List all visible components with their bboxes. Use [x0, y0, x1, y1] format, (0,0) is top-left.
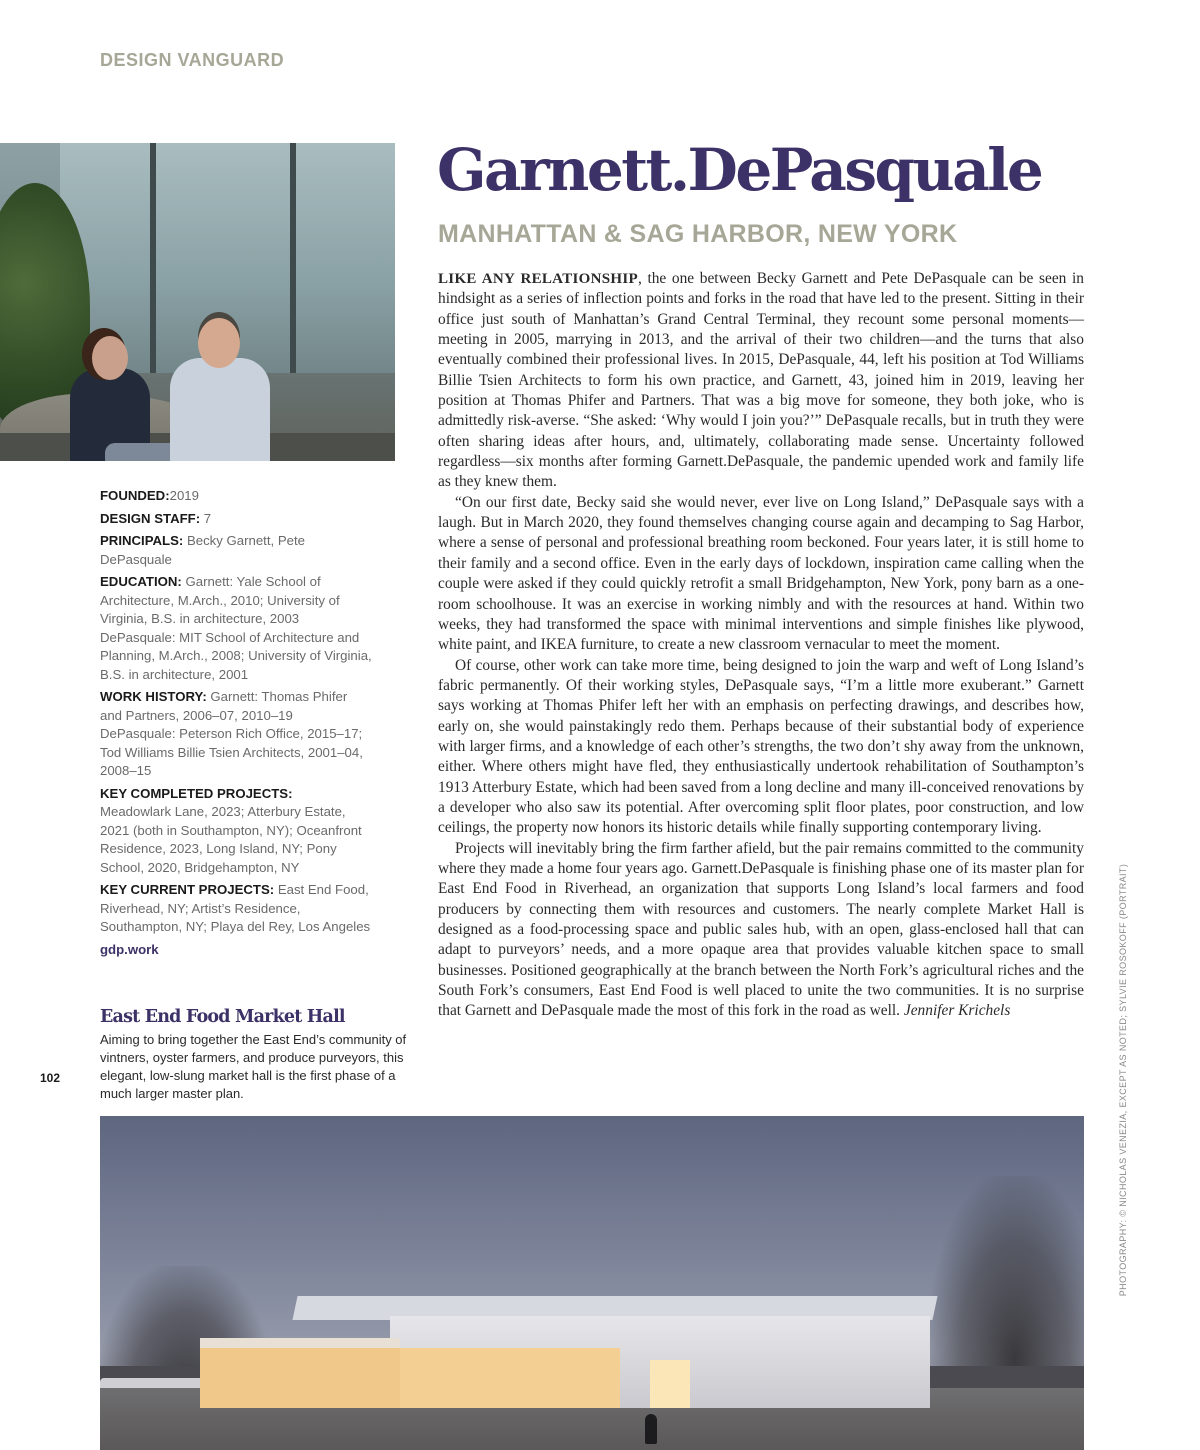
glass-facade — [400, 1348, 620, 1408]
fact-label: WORK HISTORY: — [100, 689, 207, 704]
man-figure — [170, 358, 270, 461]
fact-value: Garnett: Yale School of Architecture, M.Arch., 2010; University of Virginia, B.S. in architecture, 2003 DePasquale: MIT School of Architecture and Planning, M.Arch., 2008; University of Virginia, B.S. in architecture, 2001 — [100, 574, 372, 682]
article-body — [438, 269, 1084, 1022]
man-head — [198, 318, 240, 368]
article-lead-in: LIKE ANY RELATIONSHIP — [438, 271, 638, 287]
fact-label: EDUCATION: — [100, 574, 182, 589]
fact-value: 2019 — [169, 488, 199, 503]
fact-education — [100, 573, 372, 684]
page-number: 102 — [40, 1071, 61, 1085]
section-label: DESIGN VANGUARD — [100, 50, 285, 70]
article-paragraph: “On our first date, Becky said she would never, ever live on Long Island,” DePasquale says with a laugh. But in March 2020, they found themselves changing course again and decamping to Sag Harbor, where a sense of personal and professional breathing room beckoned. Four years later, it is still home to their family and a second office. Even in the early days of lockdown, inspiration came calling when the couple were asked if they could quickly retrofit a small Bridgehampton, New York, pony barn as a one-room schoolhouse. It was an exercise in working nimbly and with the resources at hand. Within two weeks, they had transformed the space with minimal interventions and simple finishes like plywood, white paint, and IKEA furniture, to create a new classroom vernacular to meet the moment. — [438, 493, 1084, 654]
caption-title: East End Food Market Hall — [100, 1007, 345, 1027]
woman-head — [92, 336, 128, 380]
market-hall-photo — [100, 1116, 1084, 1450]
fact-principals — [100, 532, 372, 569]
fact-current-projects — [100, 881, 372, 937]
lit-doorway — [650, 1360, 690, 1408]
fact-work-history — [100, 688, 372, 781]
firm-title: Garnett.DePasquale — [437, 136, 1042, 204]
window-mullion — [290, 143, 296, 373]
firm-website-link[interactable]: gdp.work — [100, 941, 159, 957]
fact-value: Garnett: Thomas Phifer and Partners, 2006–07, 2010–19 DePasquale: Peterson Rich Office, 2015–17; Tod Williams Billie Tsien Architects, 2001–04, 2008–15 — [100, 689, 363, 778]
article-paragraph-text: , the one between Becky Garnett and Pete DePasquale can be seen in hindsight as a series of inflection points and forks in the road that have led to the present. Sitting in their office just south of Manhattan’s Grand Central Terminal, they recount some personal moments—meeting in 2005, marrying in 2013, and the arrival of their two children—and the turns that also eventually combined their professional lives. In 2015, DePasquale, 44, left his position at Tod Williams Billie Tsien Architects to form his own practice, and Garnett, 43, joined him in 2019, leaving her position at Thomas Phifer and Partners. That was a big move for someone, they both joke, who is admittedly risk-averse. “She asked: ‘Why would I join you?’” DePasquale recalls, but in truth they were often sharing ideas after hours, and, ultimately, collaborating made sense. Uncertainty followed regardless—six months after forming Garnett.DePasquale, the pandemic upended work and family life as they knew them. — [438, 270, 1084, 491]
article-paragraph: Of course, other work can take more time, being designed to join the warp and weft of Long Island’s fabric permanently. Of their working styles, DePasquale says, “I’m a little more exuberant.” Garnett says working at Thomas Phifer left her with an emphasis on perfecting drawings, and describes how, early on, she would painstakingly redo them. Perhaps because of their substantial body of experience with larger firms, and a knowledge of each other’s strengths, the two don’t shy away from the unknown, either. Where others might have fled, they enthusiastically undertook rehabilitation of Southampton’s 1913 Atterbury Estate, which had been saved from a long decline and many ill-conceived renovations by a developer who also saw its potential. After overcoming split floor plates, poor construction, and low ceilings, the property now honors its historic details while finally supporting contemporary living. — [438, 656, 1084, 837]
fact-value: 7 — [203, 510, 212, 526]
fact-label: DESIGN STAFF: — [100, 510, 201, 526]
fact-label: KEY CURRENT PROJECTS: — [100, 882, 275, 897]
article-paragraph — [438, 269, 1084, 493]
photo-credit: PHOTOGRAPHY: © NICHOLAS VENEZIA, EXCEPT AS NOTED; SYLVIE ROSOKOFF (PORTRAIT) — [1118, 863, 1128, 1297]
fact-value: Becky Garnett, Pete DePasquale — [100, 533, 305, 567]
firm-facts-sidebar — [100, 487, 372, 963]
glass-wing — [200, 1338, 400, 1408]
window-mullion — [150, 143, 156, 373]
article-paragraph-text: Projects will inevitably bring the firm farther afield, but the pair remains committed to the community where they made a home four years ago. Garnett.DePasquale is finishing phase one of its master plan for East End Food in Riverhead, an organization that supports Long Island’s local farmers and food producers by connecting them with resources and customers. The nearly complete Market Hall is designed as a food-processing space and public sales hub, with an open, glass-enclosed hall that can adapt to purveyors’ needs, and a more opaque area that provides valuable kitchen space to small businesses. Positioned geographically at the branch between the North Fork’s agricultural riches and the South Fork’s consumers, East End Food is well placed to unite the two communities. It is no surprise that Garnett and DePasquale made the most of this fork in the road as well. — [438, 839, 1084, 1020]
firm-location: MANHATTAN & SAG HARBOR, NEW YORK — [438, 220, 958, 248]
fact-label: KEY COMPLETED PROJECTS: — [100, 785, 293, 801]
fact-design-staff — [100, 510, 372, 529]
author-byline: Jennifer Krichels — [903, 1002, 1011, 1020]
caption-body: Aiming to bring together the East End’s community of vintners, oyster farmers, and produce purveyors, this elegant, low-slung market hall is the first phase of a much larger master plan. — [100, 1032, 407, 1101]
fact-value: Meadowlark Lane, 2023; Atterbury Estate, 2021 (both in Southampton, NY); Oceanfront Residence, 2023, Long Island, NY; Pony School, 2020, Bridgehampton, NY — [100, 804, 362, 875]
fact-value: East End Food, Riverhead, NY; Artist’s Residence, Southampton, NY; Playa del Rey, Los Angeles — [100, 882, 371, 934]
fact-label: FOUNDED: — [100, 488, 170, 503]
fact-label: PRINCIPALS: — [100, 533, 184, 548]
article-paragraph — [438, 839, 1084, 1022]
fact-completed-projects — [100, 785, 372, 878]
fact-founded — [100, 487, 372, 506]
walking-person — [645, 1414, 657, 1444]
principals-portrait-photo — [0, 143, 395, 461]
